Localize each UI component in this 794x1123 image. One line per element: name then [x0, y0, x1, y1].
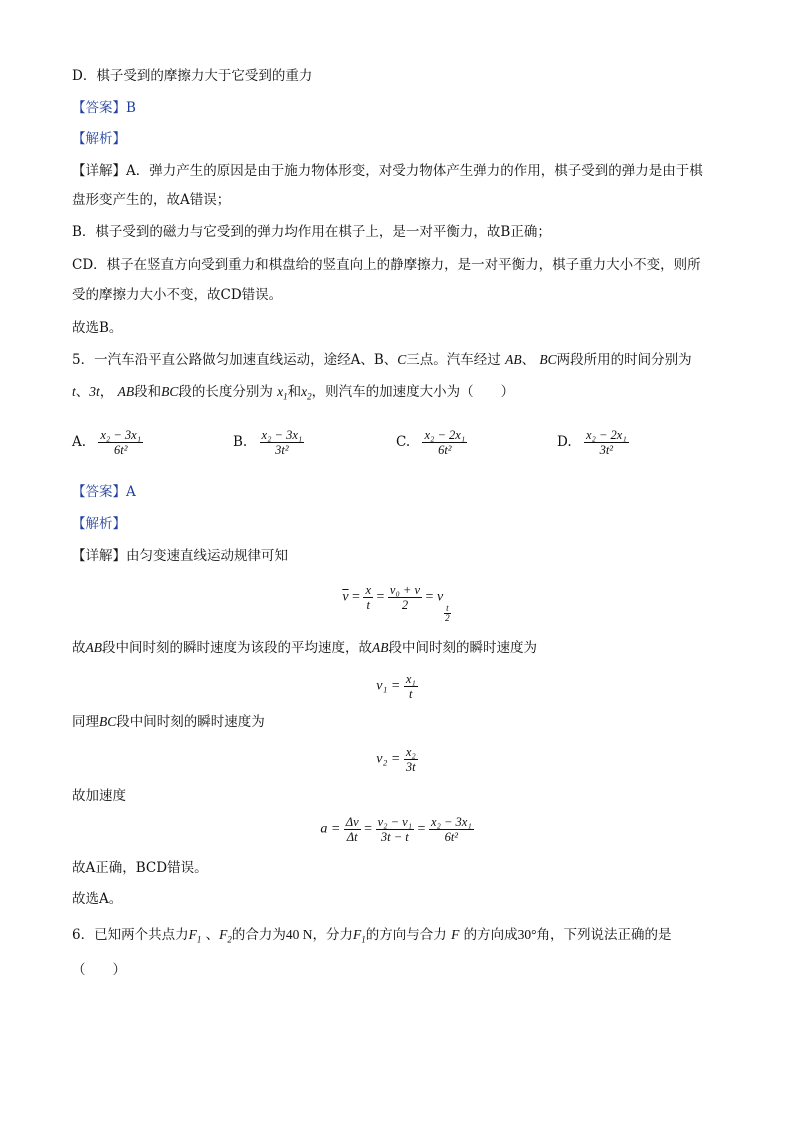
point-c: C — [397, 352, 407, 367]
q5-sep: 、 — [75, 384, 90, 400]
analysis-label-q4: 【解析】 — [72, 131, 126, 147]
option-b: B. $\frac{\text{x₂ − 3x₁}}{\text{3t²}}$ — [233, 428, 303, 457]
length-x1: $x_1$ — [277, 384, 288, 402]
option-a-numerator: x₂ − 3x₁ — [100, 428, 142, 442]
analysis-label-q5: 【解析】 — [72, 516, 126, 532]
option-a: A. $\frac{\text{x₂ − 3x₁}}{\text{6t²}}$ — [72, 428, 142, 457]
detail-line: B．棋子受到的磁力与它受到的弹力均作用在棋子上，是一对平衡力，故B正确； — [72, 224, 551, 240]
conclusion-line: 故选A。 — [72, 891, 123, 907]
detail-line: 受的摩擦力大小不变，故CD错误。 — [72, 287, 283, 303]
detail-line: 同理BC段中间时刻的瞬时速度为 — [72, 714, 265, 730]
detail-line: 故加速度 — [72, 788, 126, 804]
detail-line: 故A正确，BCD错误。 — [72, 860, 208, 876]
option-c: C. $\frac{\text{x₂ − 2x₁}}{\text{6t²}}$ — [396, 428, 466, 457]
force-f1: $F_1$ — [188, 927, 202, 945]
detail-line: CD．棋子在竖直方向受到重力和棋盘给的竖直向上的静摩擦力，是一对平衡力，棋子重力大小不变，则所 — [72, 257, 701, 273]
detail-line: 盘形变产生的，故A错误； — [72, 192, 231, 208]
answer-label-q5: 【答案】A — [72, 484, 136, 500]
option-d: D. $\frac{\text{x₂ − 2x₁}}{\text{3t²}}$ — [557, 428, 627, 457]
q5-text: 5．一汽车沿平直公路做匀加速直线运动，途经A、B、 — [72, 352, 398, 368]
segment-ab: AB — [117, 384, 135, 399]
force-f1: $F_1$ — [353, 927, 366, 945]
option-d-numerator: x₂ − 2x₁ — [585, 428, 627, 442]
formula-acceleration: a = $\frac{\Delta v}{\Delta t}$ = $\frac{\text{v₂ − v₁}}{3t - t}$ = $\frac{\text{x₂ − 3x₁}}{\text{6t²}}$ — [320, 815, 472, 844]
length-x2: $x_2$ — [301, 384, 312, 402]
question-5-line-1 — [72, 350, 692, 370]
time-t: t — [72, 384, 76, 399]
option-c-numerator: x₂ − 2x₁ — [424, 428, 466, 442]
detail-line: 故AB段中间时刻的瞬时速度为该段的平均速度，故AB段中间时刻的瞬时速度为 — [72, 640, 537, 656]
question-5-line-2: t、3t， AB段和BC段的长度分别为 $x_1$和$x_2$，则汽车的加速度大小为（ ） — [72, 384, 515, 402]
question-6-line-2: （ ） — [72, 962, 126, 978]
q5-text: 三点。汽车经过 — [406, 352, 501, 368]
force-f: F — [451, 927, 460, 942]
option-c-denominator: 6t² — [438, 443, 452, 457]
detail-line: 【详解】A．弹力产生的原因是由于施力物体形变，对受力物体产生弹力的作用，棋子受到的弹力是由于棋 — [72, 163, 703, 179]
segment-bc: BC — [539, 352, 557, 367]
q5-text: 两段所用的时间分别为 — [556, 352, 692, 368]
option-d-denominator: 3t² — [599, 443, 614, 457]
formula-v1: v₁ = $\frac{\text{x₁}}{t}$ — [376, 672, 416, 701]
option-b-numerator: x₂ − 3x₁ — [261, 428, 303, 442]
time-3t: 3t — [89, 384, 100, 399]
detail-line: 【详解】由匀变速直线运动规律可知 — [72, 548, 288, 564]
q5-text: 段的长度分别为 — [178, 384, 273, 400]
force-f2: $F_2$ — [219, 927, 232, 945]
formula-average-velocity: $\overline{v}$ = $\frac{x}{t}$ = $\frac{\text{v₀ + v}}{2}$ = v $\frac{t}{2}$ — [342, 583, 450, 623]
answer-label-q4: 【答案】B — [72, 100, 136, 116]
question-6-line-1: 6．已知两个共点力$F_1$ 、$F_2$的合力为40 N，分力$F_1$的方向与合力 F 的方向成30°角，下列说法正确的是 — [72, 927, 672, 945]
option-b-denominator: 3t² — [275, 443, 289, 457]
segment-bc: BC — [161, 384, 179, 399]
q5-text: ，则汽车的加速度大小为（ ） — [311, 384, 515, 400]
formula-v2: v₂ = $\frac{\text{x₂}}{3t}$ — [376, 745, 416, 774]
segment-ab: AB — [505, 352, 522, 367]
option-a-denominator: 6t² — [113, 443, 128, 457]
conclusion-line: 故选B。 — [72, 320, 123, 336]
q5-text: 和 — [287, 384, 302, 400]
option-d-q4: D．棋子受到的摩擦力大于它受到的重力 — [72, 68, 313, 84]
q5-sep: 、 — [521, 352, 536, 368]
q5-text: 段和 — [134, 384, 162, 400]
